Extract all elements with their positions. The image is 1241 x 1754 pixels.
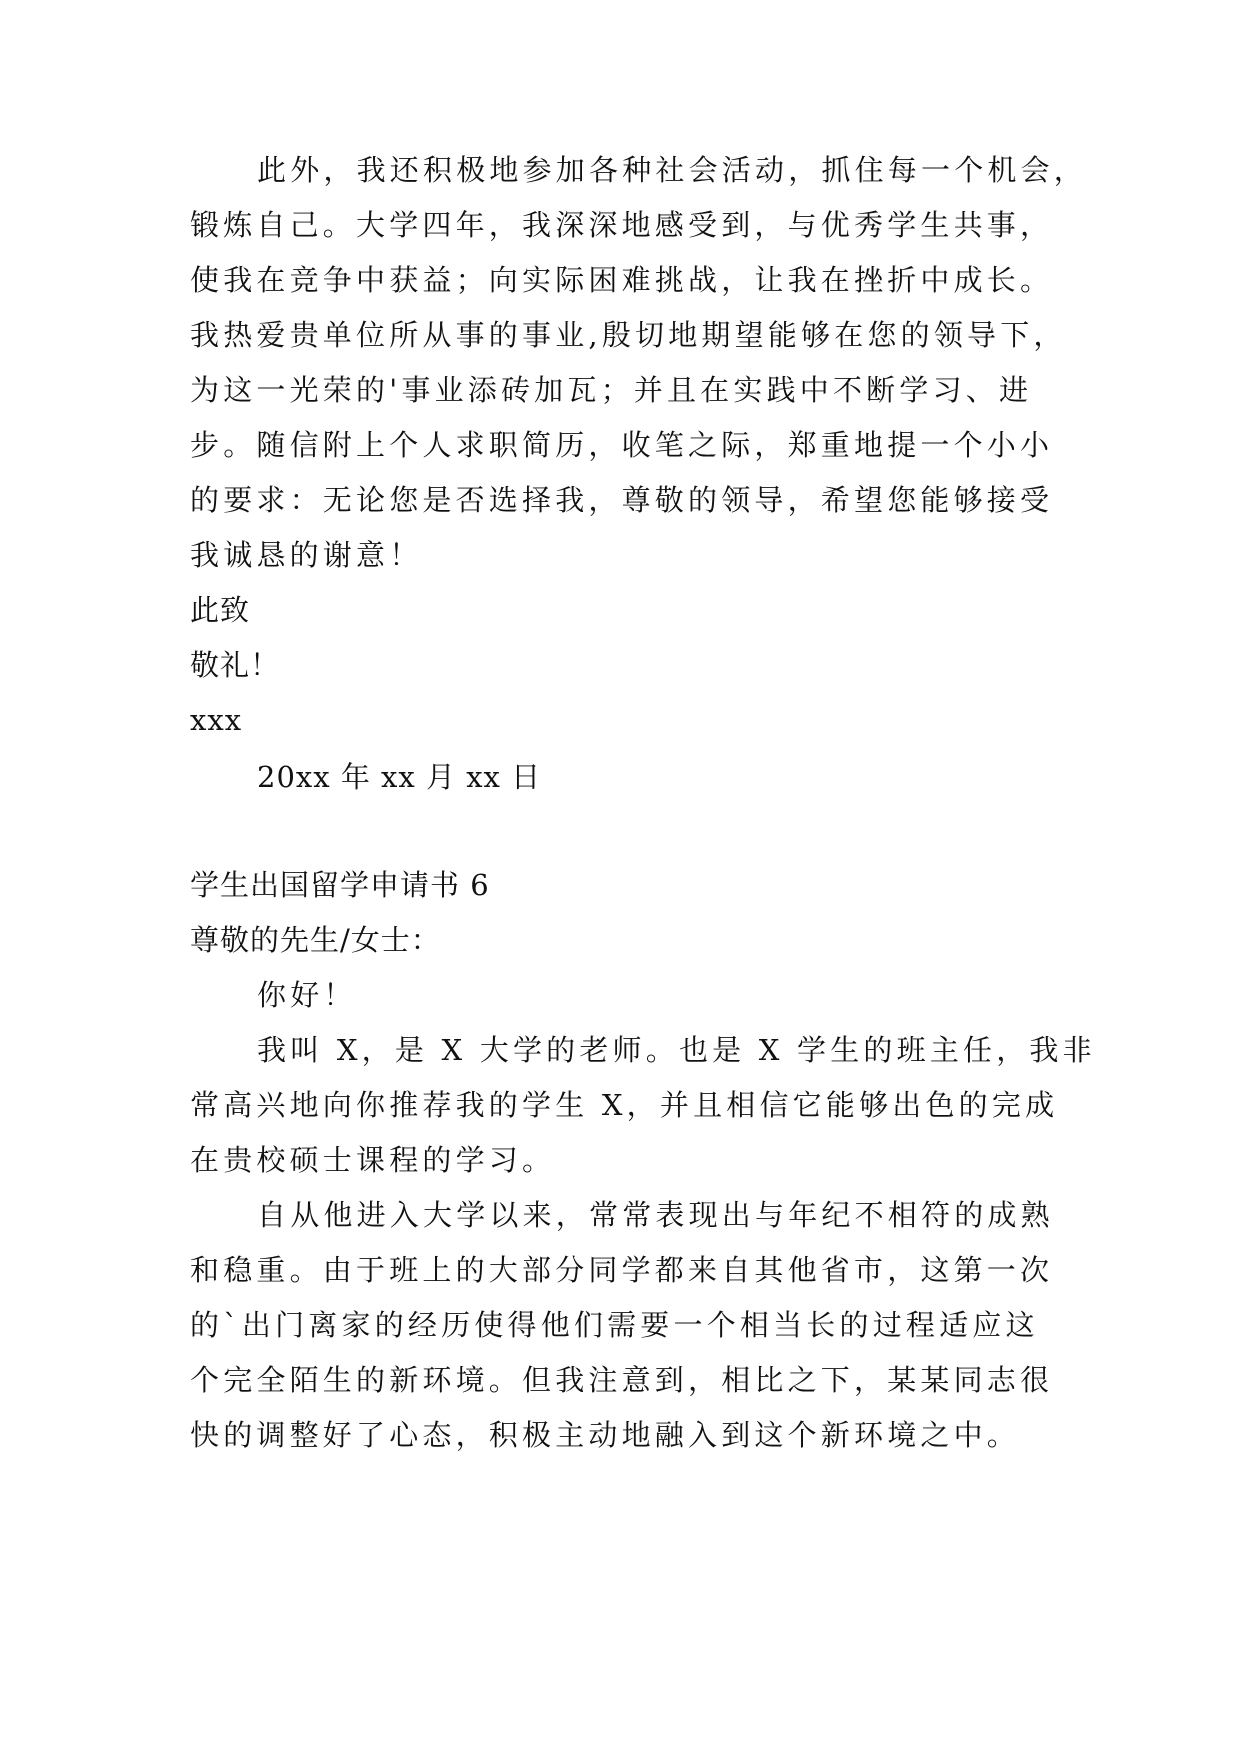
text-line: 我热爱贵单位所从事的事业,殷切地期望能够在您的领导下， bbox=[190, 318, 1067, 352]
text-line: 我诚恳的谢意！ bbox=[190, 538, 423, 572]
salutation: 尊敬的先生/女士： bbox=[190, 923, 441, 957]
text-line: 我叫 X，是 X 大学的老师。也是 X 学生的班主任，我非 bbox=[257, 1033, 1096, 1067]
text-line: 快的调整好了心态，积极主动地融入到这个新环境之中。 bbox=[190, 1418, 1021, 1452]
text-line: 个完全陌生的新环境。但我注意到，相比之下，某某同志很 bbox=[190, 1363, 1054, 1397]
text-line: 使我在竞争中获益；向实际困难挑战，让我在挫折中成长。 bbox=[190, 263, 1054, 297]
text-line: 自从他进入大学以来，常常表现出与年纪不相符的成熟 bbox=[257, 1198, 1054, 1232]
text-line: 常高兴地向你推荐我的学生 X，并且相信它能够出色的完成 bbox=[190, 1088, 1059, 1122]
section-title: 学生出国留学申请书 6 bbox=[190, 868, 490, 902]
text-line: 的要求：无论您是否选择我，尊敬的领导，希望您能够接受 bbox=[190, 483, 1054, 517]
signature: xxx bbox=[190, 703, 243, 737]
text-line: 此外，我还积极地参加各种社会活动，抓住每一个机会， bbox=[257, 153, 1088, 187]
text-line: 锻炼自己。大学四年，我深深地感受到，与优秀学生共事， bbox=[190, 208, 1054, 242]
text-line: 为这一光荣的'事业添砖加瓦；并且在实践中不断学习、进 bbox=[190, 373, 1033, 407]
text-line: 在贵校硕士课程的学习。 bbox=[190, 1143, 556, 1177]
text-line: 和稳重。由于班上的大部分同学都来自其他省市，这第一次 bbox=[190, 1253, 1054, 1287]
closing-line: 敬礼！ bbox=[190, 648, 281, 682]
closing-line: 此致 bbox=[190, 593, 251, 627]
date-line: 20xx 年 xx 月 xx 日 bbox=[257, 760, 542, 794]
text-line: 步。随信附上个人求职简历，收笔之际，郑重地提一个小小 bbox=[190, 428, 1054, 462]
greeting: 你好！ bbox=[257, 978, 357, 1012]
text-line: 的`出门离家的经历使得他们需要一个相当长的过程适应这 bbox=[190, 1308, 1039, 1342]
